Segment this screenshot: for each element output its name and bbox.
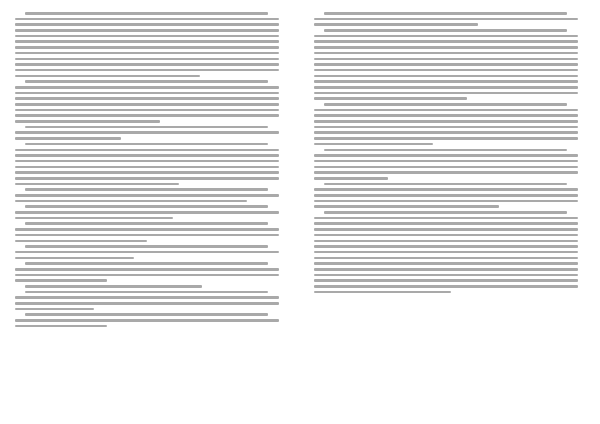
text-line (15, 296, 279, 299)
text-line (314, 240, 578, 243)
text-line (314, 279, 578, 282)
text-line (15, 92, 279, 95)
text-line (15, 149, 279, 152)
left-column (15, 12, 279, 331)
text-line (324, 29, 567, 32)
text-line (15, 217, 173, 220)
text-line (314, 268, 578, 271)
text-line (314, 80, 578, 83)
text-line (314, 257, 578, 260)
text-line (314, 245, 578, 248)
text-line (314, 137, 578, 140)
text-line (314, 205, 499, 208)
text-line (314, 131, 578, 134)
text-line (15, 29, 279, 32)
text-line (314, 97, 467, 100)
text-line (15, 58, 279, 61)
text-line (314, 35, 578, 38)
text-line (15, 268, 279, 271)
text-line (314, 262, 578, 265)
text-line (25, 80, 268, 83)
text-line (314, 52, 578, 55)
text-line (314, 46, 578, 49)
text-line (324, 183, 567, 186)
text-line (15, 183, 179, 186)
text-line (314, 177, 388, 180)
text-line (314, 166, 578, 169)
text-line (15, 302, 279, 305)
text-line (15, 177, 279, 180)
text-line (314, 200, 578, 203)
text-line (314, 285, 578, 288)
text-line (15, 228, 279, 231)
text-line (314, 234, 578, 237)
text-line (15, 234, 279, 237)
text-line (314, 143, 433, 146)
text-line (324, 103, 567, 106)
text-line (314, 86, 578, 89)
text-line (314, 171, 578, 174)
text-line (15, 69, 279, 72)
text-line (314, 228, 578, 231)
text-line (25, 143, 268, 146)
text-line (314, 120, 578, 123)
text-line (15, 75, 200, 78)
text-line (15, 109, 279, 112)
text-line (25, 126, 268, 129)
text-line (15, 86, 279, 89)
text-line (314, 92, 578, 95)
text-line (314, 58, 578, 61)
text-line (15, 279, 107, 282)
text-line (314, 160, 578, 163)
text-line (314, 274, 578, 277)
text-line (15, 274, 279, 277)
text-line (15, 35, 279, 38)
text-line (15, 23, 279, 26)
text-line (15, 319, 279, 322)
text-line (15, 240, 147, 243)
text-line (15, 103, 279, 106)
text-line (314, 109, 578, 112)
text-line (324, 211, 567, 214)
text-line (15, 257, 134, 260)
text-line (15, 120, 160, 123)
text-line (314, 217, 578, 220)
text-line (324, 12, 567, 15)
right-column (314, 12, 578, 296)
text-line (25, 291, 268, 294)
text-line (25, 12, 268, 15)
text-line (15, 160, 279, 163)
text-line (15, 211, 279, 214)
text-line (15, 46, 279, 49)
text-line (25, 205, 268, 208)
text-line (314, 126, 578, 129)
text-line (25, 245, 268, 248)
text-line (15, 63, 279, 66)
text-line (25, 285, 202, 288)
text-line (15, 97, 279, 100)
text-line (15, 40, 279, 43)
text-line (15, 137, 121, 140)
text-line (15, 194, 279, 197)
text-line (15, 308, 94, 311)
text-line (15, 52, 279, 55)
text-line (314, 222, 578, 225)
text-line (314, 251, 578, 254)
text-line (15, 171, 279, 174)
text-line (314, 188, 578, 191)
text-line (314, 69, 578, 72)
text-line (314, 63, 578, 66)
text-line (15, 18, 279, 21)
text-line (314, 291, 451, 294)
text-line (15, 200, 247, 203)
text-line (25, 188, 268, 191)
text-line (314, 18, 578, 21)
text-line (314, 154, 578, 157)
text-line (15, 114, 279, 117)
text-line (15, 251, 279, 254)
text-line (314, 114, 578, 117)
text-line (25, 222, 268, 225)
text-line (314, 40, 578, 43)
text-line (15, 131, 279, 134)
text-line (25, 313, 268, 316)
text-line (314, 194, 578, 197)
text-line (324, 149, 567, 152)
text-line (15, 325, 107, 328)
text-line (314, 23, 478, 26)
text-line (25, 262, 268, 265)
text-line (15, 154, 279, 157)
text-line (15, 166, 279, 169)
text-line (314, 75, 578, 78)
